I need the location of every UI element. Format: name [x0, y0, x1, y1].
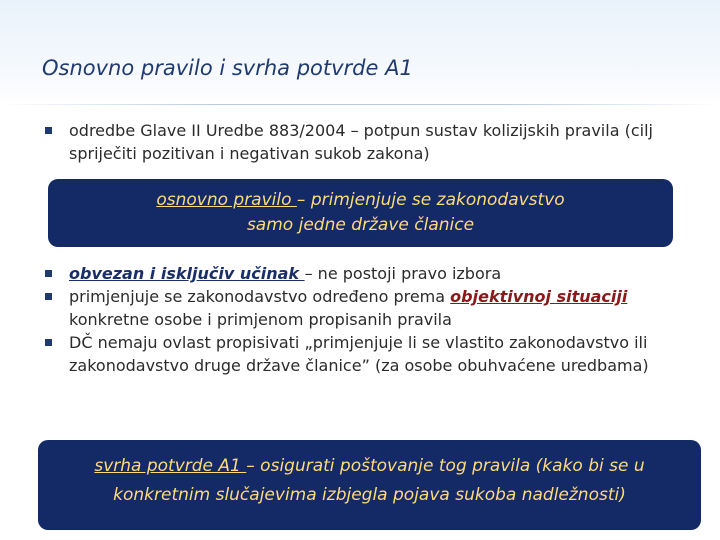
square-bullet-icon: [45, 270, 52, 277]
square-bullet-icon: [45, 293, 52, 300]
bullet-item: [0, 285, 669, 331]
bullet-item: [0, 119, 669, 165]
callout-term: osnovno pravilo: [156, 190, 297, 210]
bullet-list-middle: [0, 262, 669, 377]
emphasis-term: obvezan i isključiv učinak: [69, 264, 305, 283]
callout-text: – primjenjuje se zakonodavstvo: [296, 190, 565, 210]
slide-title: Osnovno pravilo i svrha potvrde A1: [42, 56, 413, 80]
bullet-item: [0, 331, 669, 377]
bullet-text: konkretne osobe i primjenom propisanih pravila: [69, 310, 452, 329]
bullet-text: primjenjuje se zakonodavstvo određeno prema: [69, 287, 451, 306]
callout-text-line2: konkretnim slučajevima izbjegla pojava sukoba nadležnosti): [113, 485, 626, 505]
square-bullet-icon: [45, 127, 52, 134]
callout-text: – osigurati poštovanje tog pravila (kako bi se u: [246, 456, 645, 476]
header-band: [0, 0, 720, 104]
bullet-item: [0, 262, 669, 285]
emphasis-term: objektivnoj situaciji: [450, 287, 628, 306]
bullet-text: DČ nemaju ovlast propisivati „primjenjuje li se vlastito zakonodavstvo ili zakonodavstvo druge države članice” (za osobe obuhvaćene uredbama): [69, 333, 649, 375]
title-divider: [0, 104, 720, 105]
callout-a1-purpose: [38, 440, 701, 530]
callout-basic-rule: [48, 179, 673, 247]
bullet-text: odredbe Glave II Uredbe 883/2004 – potpun sustav kolizijskih pravila (cilj spriječiti pozitivan i negativan sukob zakona): [69, 121, 653, 163]
callout-term: svrha potvrde A1: [94, 456, 247, 476]
square-bullet-icon: [45, 339, 52, 346]
bullet-text: – ne postoji pravo izbora: [304, 264, 502, 283]
bullet-list-top: [0, 119, 669, 165]
callout-text-line2: samo jedne države članice: [246, 215, 475, 235]
